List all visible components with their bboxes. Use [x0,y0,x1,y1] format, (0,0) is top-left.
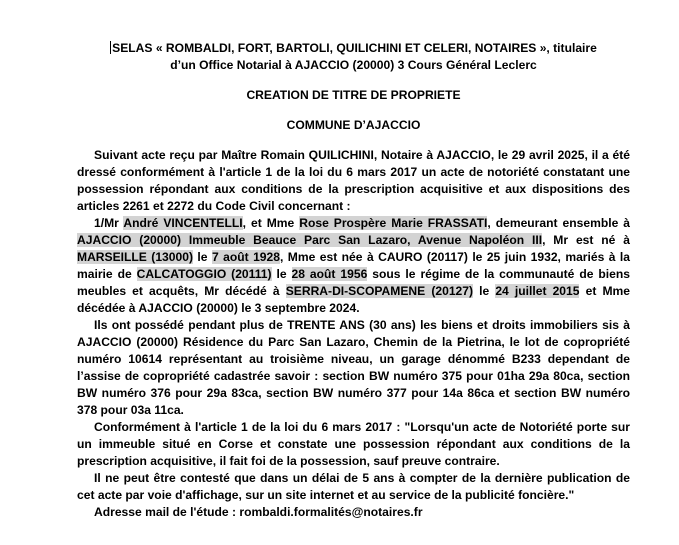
notice-title: CREATION DE TITRE DE PROPRIETE [246,88,461,102]
highlight-name-2: Rose Prospère Marie FRASSATI [299,216,488,230]
parties-text: , demeurant ensemble à [487,216,631,230]
parties-text: le [271,267,292,281]
highlight-birthdate: 7 août 1928 [211,250,280,264]
highlight-name-1: André VINCENTELLI [123,216,243,230]
header-line-2: d’un Office Notarial à AJACCIO (20000) 3 Cours Général Leclerc [170,58,537,72]
parties-text: sous le régime de la communauté de biens meubles et acquêts, Mr décédé à [77,267,631,298]
highlight-birthplace: MARSEILLE (13000) [77,250,193,264]
parties-text: 1/Mr [94,216,124,230]
paragraph-parties [77,215,630,317]
paragraph-law: Conformément à l'article 1 de la loi du 6 mars 2017 : "Lorsqu'un acte de Notoriété porte sur un immeuble situé en Corse et constate une possession répondant aux conditions de la prescription acquisitive, il fait foi de la possession, sauf preuve contraire. [77,420,630,468]
parties-text: , Mr est né à [542,233,630,247]
paragraph-property: Ils ont possédé pendant plus de TRENTE ANS (30 ans) les biens et droits immobiliers sis à AJACCIO (20000) Résidence du Parc San Lazaro, Chemin de la Pietrina, le lot de copropriété numéro 10614 représentant au troisième niveau, un garage dénommé B233 dependant de l’assise de copropriété cadastrée savoir : section BW numéro 375 pour 01ha 29a 80ca, section BW numéro 376 pour 29a 83ca, section BW numéro 377 pour 14a 86ca et section BW numéro 378 pour 03a 11ca. [77,318,630,417]
highlight-marriage-date: 28 août 1956 [291,267,368,281]
parties-text: le [473,284,496,298]
header-line-1-text: SELAS « ROMBALDI, FORT, BARTOLI, QUILICHINI ET CELERI, NOTAIRES », titulaire [112,41,597,55]
paragraph-contestation: Il ne peut être contesté que dans un délai de 5 ans à compter de la dernière publication de cet acte par voie d'affichage, sur un site internet et au service de la publicité foncière." [77,471,630,502]
highlight-death-place: SERRA-DI-SCOPAMENE (20127) [285,284,474,298]
parties-text: , Mme est née à CAURO (20117) le 25 juin 1932, mariés à la mairie de [77,250,631,281]
parties-text: et Mme décédée à AJACCIO (20000) le 3 septembre 2024. [77,284,630,315]
commune-heading: COMMUNE D’AJACCIO [286,118,421,132]
text-cursor [110,41,111,54]
parties-text: le [193,250,212,264]
parties-text: , et Mme [242,216,300,230]
highlight-death-date: 24 juillet 2015 [495,284,580,298]
paragraph-act: Suivant acte reçu par Maître Romain QUILICHINI, Notaire à AJACCIO, le 29 avril 2025, il a été dressé conformément à l'article 1 de la loi du 6 mars 2017 un acte de notoriété constatant une possession répondant aux conditions de la prescription acquisitive et aux dispositions des articles 2261 et 2272 du Code Civil concernant : [77,148,630,213]
notary-header [77,40,630,74]
legal-notice [77,40,630,521]
paragraph-email: Adresse mail de l'étude : rombaldi.formalités@notaires.fr [94,505,423,519]
header-line-1 [77,40,630,57]
notice-body [77,147,630,521]
highlight-address: AJACCIO (20000) Immeuble Beauce Parc San Lazaro, Avenue Napoléon III [77,233,543,247]
highlight-marriage-place: CALCATOGGIO (20111) [136,267,272,281]
